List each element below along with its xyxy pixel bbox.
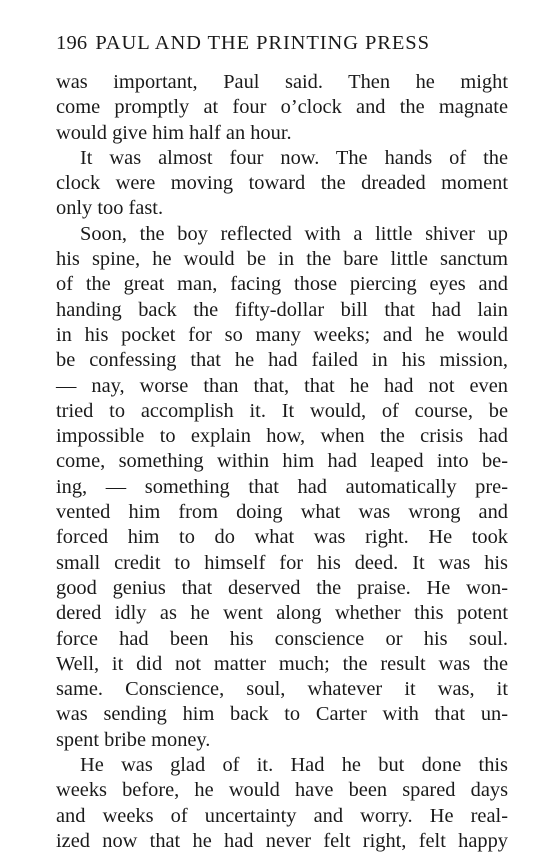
text-line: was important, Paul said. Then he might: [56, 71, 508, 93]
text-line: handing back the fifty-dollar bill that had lain: [56, 298, 508, 321]
paragraph-first-line: Soon, the boy reflected with a little shiver up: [80, 222, 508, 245]
text-line: force had been his conscience or his soul.: [56, 627, 508, 650]
text-line: only too fast.: [56, 197, 164, 220]
paragraph-first-line: He was glad of it. Had he but done this: [80, 754, 508, 777]
paragraph-first-line: It was almost four now. The hands of the: [80, 146, 508, 169]
text-line: tried to accomplish it. It would, of course, be: [56, 399, 508, 422]
text-line: of the great man, facing those piercing eyes and: [56, 273, 508, 296]
text-line: ized now that he had never felt right, felt happy: [56, 829, 508, 852]
text-line: his spine, he would be in the bare little sanctum: [56, 248, 508, 271]
running-title: PAUL AND THE PRINTING PRESS: [95, 32, 430, 54]
text-line: dered idly as he went along whether this potent: [56, 602, 508, 625]
text-line: weeks before, he would have been spared days: [56, 779, 508, 802]
text-line: forced him to do what was right. He took: [56, 526, 508, 549]
body-text: [56, 70, 508, 854]
text-line: be confessing that he had failed in his mission,: [56, 349, 508, 372]
text-line: good genius that deserved the praise. He won-: [56, 576, 508, 599]
text-line: Well, it did not matter much; the result was the: [56, 652, 508, 675]
page-header: [56, 28, 508, 58]
text-line: would give him half an hour.: [56, 121, 292, 144]
text-line: impossible to explain how, when the crisis had: [56, 425, 508, 448]
text-line: was sending him back to Carter with that un-: [56, 703, 508, 726]
text-line: and weeks of uncertainty and worry. He real-: [56, 804, 508, 827]
text-line: spent bribe money.: [56, 728, 211, 751]
text-line: vented him from doing what was wrong and: [56, 501, 508, 524]
text-line: in his pocket for so many weeks; and he would: [56, 323, 508, 346]
text-line: come promptly at four o’clock and the magnate: [56, 96, 508, 119]
text-line: come, something within him had leaped into be-: [56, 450, 508, 473]
page-number: 196: [56, 32, 88, 54]
text-line: small credit to himself for his deed. It was his: [56, 551, 508, 574]
text-line: — nay, worse than that, that he had not even: [56, 374, 508, 397]
text-line: clock were moving toward the dreaded moment: [56, 172, 508, 195]
text-line: same. Conscience, soul, whatever it was, it: [56, 678, 508, 701]
text-line: ing, — something that had automatically pre-: [56, 475, 508, 498]
